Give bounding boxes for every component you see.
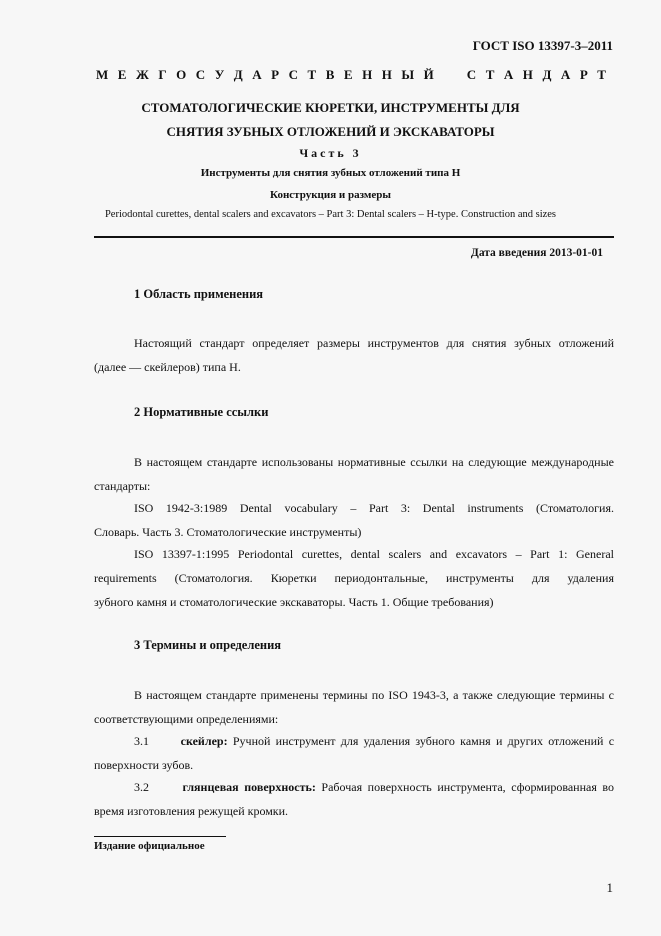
title-line-1: СТОМАТОЛОГИЧЕСКИЕ КЮРЕТКИ, ИНСТРУМЕНТЫ ДЛЯ: [141, 100, 520, 115]
part-label: Часть 3: [299, 146, 362, 160]
paragraph-line: ISO 1942-3:1989 Dental vocabulary – Part 3: Dental instruments (Стоматология.: [134, 501, 614, 515]
term-definition: Ручной инструмент для удаления зубного камня и других отложений с: [232, 734, 615, 748]
header-divider: [94, 236, 614, 238]
section-2-heading: 2 Нормативные ссылки: [134, 405, 269, 419]
section-1-heading: 1 Область применения: [134, 287, 264, 301]
paragraph-line: ISO 13397-1:1995 Periodontal curettes, dental scalers and excavators – Part 1: General: [134, 547, 614, 561]
section-3-heading: 3 Термины и определения: [134, 638, 282, 652]
term-name: скейлер:: [180, 734, 228, 748]
edition-label: Издание официальное: [94, 840, 205, 852]
paragraph-line: стандарты:: [94, 479, 151, 493]
subtitle-line-2: Конструкция и размеры: [270, 189, 391, 201]
interstate-standard-label: М Е Ж Г О С У Д А Р С Т В Е Н Н Ы Й С Т А Н Д А Р Т: [96, 67, 606, 82]
paragraph-line: [94, 729, 614, 753]
section-2-paragraph-1: [94, 450, 614, 498]
paragraph-line: requirements (Стоматология. Кюретки периодонтальные, инструменты для удаления: [94, 571, 614, 585]
english-title: Periodontal curettes, dental scalers and excavators – Part 3: Dental scalers – H-type. Construction and sizes: [104, 209, 557, 220]
term-number: 3.2: [134, 780, 149, 794]
term-name: глянцевая поверхность:: [182, 780, 316, 794]
paragraph-line: В настоящем стандарте использованы нормативные ссылки на следующие международные: [134, 455, 614, 469]
paragraph-line: В настоящем стандарте применены термины по ISO 1943-3, а также следующие термины с: [134, 688, 614, 702]
term-3-1: [94, 729, 614, 777]
paragraph-line: Настоящий стандарт определяет размеры инструментов для снятия зубных отложений: [134, 336, 614, 350]
term-definition: Рабочая поверхность инструмента, сформированная во: [321, 780, 615, 794]
section-1-paragraph: [94, 331, 614, 379]
paragraph-line: поверхности зубов.: [94, 758, 194, 772]
paragraph-line: [94, 775, 614, 799]
paragraph-line: время изготовления режущей кромки.: [94, 804, 289, 818]
title-line-2: СНЯТИЯ ЗУБНЫХ ОТЛОЖЕНИЙ И ЭКСКАВАТОРЫ: [166, 124, 495, 139]
term-number: 3.1: [134, 734, 149, 748]
term-3-2: [94, 775, 614, 823]
paragraph-line: соответствующими определениями:: [94, 712, 279, 726]
paragraph-line: Словарь. Часть 3. Стоматологические инструменты): [94, 525, 362, 539]
paragraph-line: зубного камня и стоматологические экскаваторы. Часть 1. Общие требования): [94, 595, 494, 609]
section-2-paragraph-3: [94, 542, 614, 614]
paragraph-line: (далее — скейлеров) типа Н.: [94, 360, 241, 374]
footer-divider: [94, 836, 226, 837]
subtitle-line-1: Инструменты для снятия зубных отложений типа Н: [200, 167, 461, 179]
section-3-paragraph-1: [94, 683, 614, 731]
section-2-paragraph-2: [94, 496, 614, 544]
page-number: 1: [606, 880, 613, 895]
doc-number: ГОСТ ISO 13397-3–2011: [472, 38, 613, 53]
intro-date: Дата введения 2013-01-01: [470, 247, 603, 259]
